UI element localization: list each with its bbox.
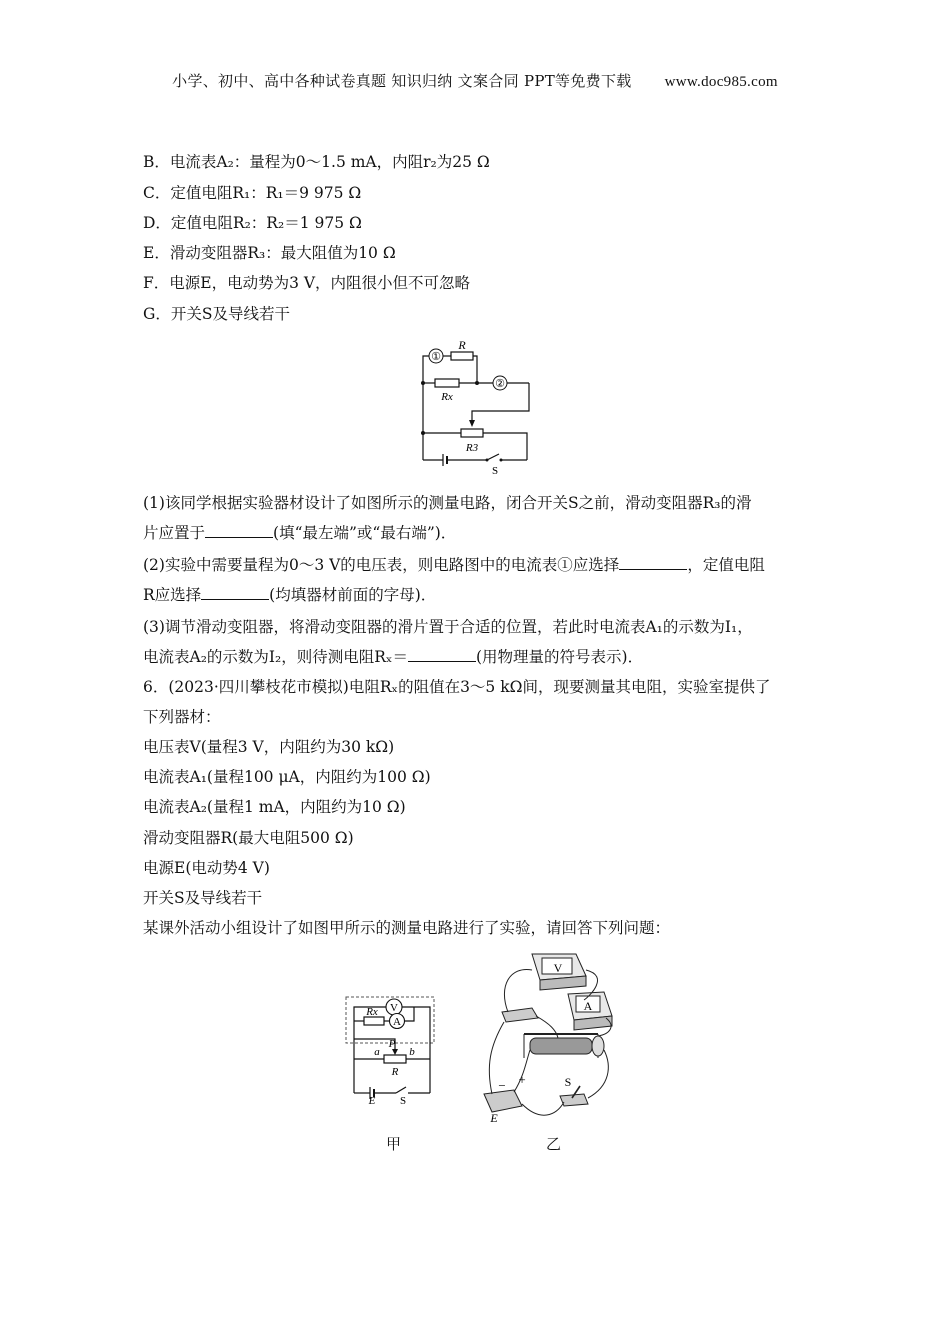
a-end-label: a (374, 1046, 380, 1058)
caption-yi: 乙 (546, 1135, 562, 1153)
p6-intro-a: 6．(2023·四川攀枝花市模拟)电阻Rₓ的阻值在3～5 kΩ间，现要测量其电阻，实验室提供了 (143, 678, 771, 696)
q1-line-b (143, 523, 456, 543)
q2-b-pre: R应选择 (143, 586, 202, 604)
q1-line-a: (1)该同学根据实验器材设计了如图所示的测量电路，闭合开关S之前，滑动变阻器R₃的滑 (143, 494, 752, 512)
b-end-label: b (409, 1046, 415, 1058)
q2-b-post: (均填器材前面的字母)． (269, 586, 437, 604)
r3-label: R3 (465, 442, 479, 454)
p6-material-1: 电压表V(量程3 V，内阻约为30 kΩ) (143, 738, 395, 756)
p6-intro-b: 下列器材： (143, 708, 221, 726)
p6-material-6: 开关S及导线若干 (143, 889, 263, 907)
meter-2-label: ② (495, 378, 505, 390)
p6-material-3: 电流表A₂(量程1 mA，内阻约为10 Ω) (143, 798, 406, 816)
e-label-2: E (490, 1111, 498, 1125)
q2-a-pre: (2)实验中需要量程为0～3 V的电压表，则电路图中的电流表①应选择 (143, 556, 620, 574)
switch-label: S (491, 465, 499, 477)
item-c: C．定值电阻R₁：R₁＝9 975 Ω (143, 184, 362, 202)
a-meter-label: A (393, 1016, 401, 1028)
caption-jia: 甲 (386, 1135, 402, 1153)
p-label: P (388, 1038, 396, 1050)
q3-b-post: (用物理量的符号表示)． (476, 648, 644, 666)
circuit-diagram-1 (405, 338, 545, 477)
item-b: B．电流表A₂：量程为0～1.5 mA，内阻r₂为25 Ω (143, 153, 490, 171)
header-text: 小学、初中、高中各种试卷真题 知识归纳 文案合同 PPT等免费下载 (172, 72, 632, 90)
p6-material-5: 电源E(电动势4 V) (143, 859, 270, 877)
item-f: F．电源E，电动势为3 V，内阻很小但不可忽略 (143, 274, 471, 292)
e-label: E (368, 1095, 376, 1107)
p6-lead: 某课外活动小组设计了如图甲所示的测量电路进行了实验，请回答下列问题： (143, 919, 671, 937)
q1-b-post: (填“最左端”或“最右端”)． (273, 524, 457, 542)
header-site: www.doc985.com (664, 74, 778, 90)
v-label-2: V (553, 961, 563, 975)
r-label-2: R (391, 1066, 399, 1078)
a-label-2: A (583, 999, 593, 1013)
q1-b-pre: 片应置于 (143, 524, 206, 542)
q2-line-b (143, 585, 436, 605)
p6-material-2: 电流表A₁(量程100 μA，内阻约为100 Ω) (143, 768, 431, 786)
q2-answer-blank-1[interactable] (619, 555, 687, 570)
q2-line-a (143, 555, 765, 575)
rx-label-2: Rx (366, 1006, 378, 1018)
item-g: G．开关S及导线若干 (143, 305, 291, 323)
q3-line-a: (3)调节滑动变阻器，将滑动变阻器的滑片置于合适的位置，若此时电流表A₁的示数为I₁， (143, 618, 753, 636)
page-header (0, 70, 950, 91)
rx-label: Rx (441, 391, 453, 403)
q2-a-post: ，定值电阻 (687, 556, 765, 574)
minus-label: − (498, 1078, 506, 1093)
plus-label: + (518, 1072, 526, 1087)
s-label: S (399, 1095, 407, 1107)
q2-answer-blank-2[interactable] (201, 585, 269, 600)
apparatus-diagram-yi (480, 946, 630, 1126)
circuit-diagram-jia (340, 993, 440, 1105)
v-meter-label: V (390, 1002, 398, 1014)
q3-answer-blank[interactable] (408, 647, 476, 662)
s-label-2: S (564, 1075, 572, 1089)
q3-b-pre: 电流表A₂的示数为I₂，则待测电阻Rₓ＝ (143, 648, 408, 666)
p6-material-4: 滑动变阻器R(最大电阻500 Ω) (143, 829, 354, 847)
r-label: R (458, 338, 466, 352)
item-e: E．滑动变阻器R₃：最大阻值为10 Ω (143, 244, 396, 262)
q1-answer-blank[interactable] (205, 523, 273, 538)
q3-line-b (143, 647, 643, 667)
meter-1-label: ① (431, 351, 441, 363)
item-d: D．定值电阻R₂：R₂＝1 975 Ω (143, 214, 362, 232)
